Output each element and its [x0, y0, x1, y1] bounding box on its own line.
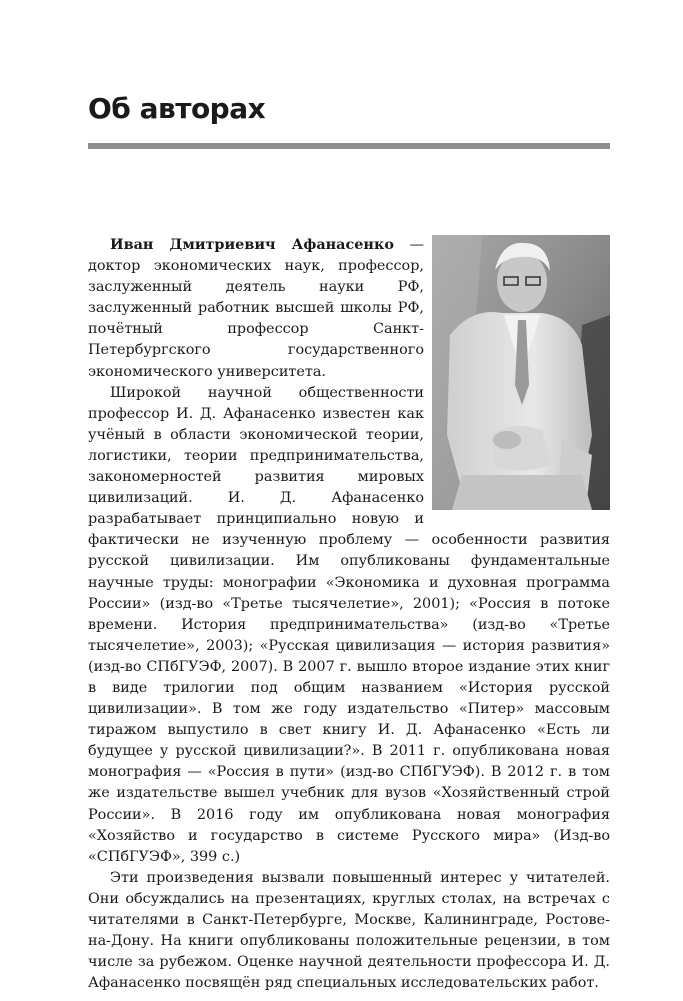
title-underline-rule [88, 143, 610, 149]
author-name: Иван Дмитриевич Афанасенко [110, 236, 394, 253]
author-photo [432, 235, 610, 510]
intro-text: — доктор экономических наук, профессор, заслуженный деятель науки РФ, заслуженный работник высшей школы РФ, почётный профессор Санкт-Петербургского государственного экономического университета. [88, 237, 425, 380]
page-title: Об авторах [88, 92, 266, 125]
paragraph-works: Широкой научной общественности профессор И. Д. Афанасенко известен как учёный в области экономической теории, логистики, теории предпринимательства, закономерностей развития мировых цивилизаций. И. Д. Афанасенко разрабатывает принципиально новую и фактически не изученную проблему — особенности развития русской цивилизации. Им опубликованы фундаментальные научные труды: монографии «Экономика и духовная программа России» (изд-во «Третье тысячелетие», 2001); «Россия в потоке времени. История предпринимательства» (изд-во «Третье тысячелетие», 2003); «Русская цивилизация — история развития» (изд-во СПбГУЭФ, 2007). В 2007 г. вышло второе издание этих книг в виде трилогии под общим названием «История русской цивилизации». В том же году издательство «Питер» массовым тиражом выпустило в свет книгу И. Д. Афанасенко «Есть ли будущее у русской цивилизации?». В 2011 г. опубликована новая монография — «Россия в пути» (изд-во СПбГУЭФ). В 2012 г. в том же издательстве вышел учебник для вузов «Хозяйственный строй России». В 2016 году им опубликована новая монография «Хозяйство и государство в системе Русского мира» (Изд-во «СПбГУЭФ», 399 с.) [88, 384, 610, 865]
paragraph-reception: Эти произведения вызвали повышенный интерес у читателей. Они обсуждались на презентациях, круглых столах, на встречах с читателями в Санкт-Петербурге, Москве, Калининграде, Ростове-на-Дону. На книги опубликованы положительные рецензии, в том числе за рубежом. Оценке научной деятельности профессора И. Д. Афанасенко посвящён ряд специальных исследовательских работ. [88, 869, 610, 992]
